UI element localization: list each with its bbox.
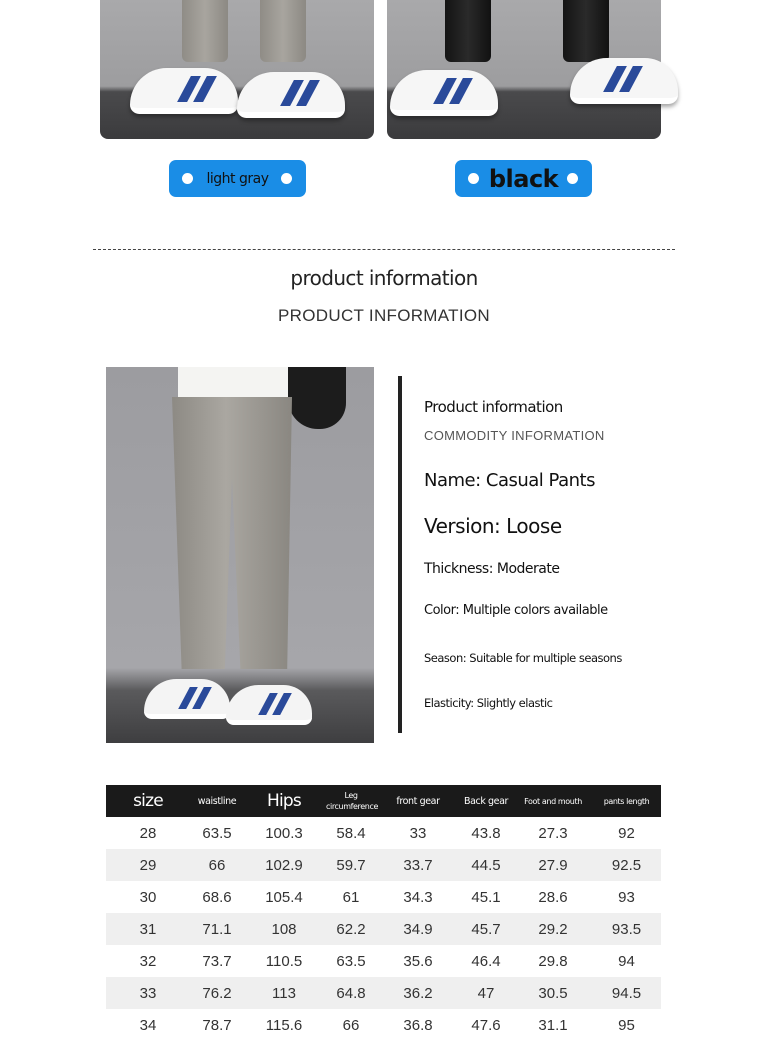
header-foot-and-mouth: Foot and mouth: [514, 785, 592, 817]
dot-icon: [468, 173, 479, 184]
color-option-label: light gray: [206, 170, 269, 187]
header-leg-circumference: Leg circumference: [324, 785, 378, 817]
table-cell: 46.4: [471, 952, 501, 970]
table-cell: 73.7: [202, 952, 232, 970]
black-product-photo: [387, 0, 661, 139]
table-cell: 47.6: [471, 1016, 501, 1034]
sneaker: [226, 685, 312, 725]
table-cell: 36.8: [403, 1016, 433, 1034]
light-gray-product-photo: [100, 0, 374, 139]
pant-leg: [563, 0, 609, 62]
table-cell: 62.2: [324, 913, 378, 945]
table-cell: 34.3: [403, 888, 433, 906]
table-cell: 93: [618, 888, 635, 906]
section-title: product information: [290, 266, 478, 290]
header-front-gear: front gear: [378, 785, 458, 817]
table-cell: 94: [618, 952, 635, 970]
table-row: [106, 881, 661, 913]
table-cell: 113: [244, 977, 324, 1009]
table-cell: 44.5: [458, 849, 514, 881]
color-option-black[interactable]: [455, 160, 592, 197]
info-elasticity: Elasticity: Slightly elastic: [424, 696, 553, 710]
table-cell: 115.6: [265, 1016, 303, 1034]
table-row: [106, 1009, 661, 1041]
info-name: Name: Casual Pants: [424, 470, 595, 491]
table-cell: 110.5: [265, 952, 303, 970]
dashed-divider: [93, 249, 675, 250]
sneaker: [144, 679, 230, 719]
table-cell: 68.6: [202, 888, 232, 906]
table-cell: 66: [342, 1016, 360, 1034]
table-cell: 29.2: [514, 913, 592, 945]
table-cell: 92.5: [592, 849, 661, 881]
model-photo: [106, 367, 374, 743]
table-cell: 35.6: [403, 952, 433, 970]
header-hips: Hips: [244, 785, 324, 817]
table-cell: 94.5: [592, 977, 661, 1009]
table-cell: 33.7: [378, 849, 458, 881]
color-option-label: black: [488, 164, 559, 193]
info-thickness: Thickness: Moderate: [424, 561, 560, 577]
pant-leg: [445, 0, 491, 62]
size-table-header: [106, 785, 661, 817]
sneaker: [570, 58, 678, 104]
table-row: [106, 817, 661, 849]
table-cell: 93.5: [592, 913, 661, 945]
header-size: size: [106, 785, 190, 817]
table-cell: 29.8: [538, 952, 568, 970]
table-row: [106, 945, 661, 977]
table-cell: 28.6: [538, 888, 568, 906]
table-cell: 71.1: [190, 913, 244, 945]
sneaker: [390, 70, 498, 116]
header-back-gear: Back gear: [458, 785, 514, 817]
size-table: [106, 785, 661, 1041]
sneaker: [130, 68, 238, 114]
table-cell: 59.7: [324, 849, 378, 881]
info-version: Version: Loose: [424, 514, 562, 538]
table-cell: 32: [139, 952, 157, 970]
table-cell: 36.2: [378, 977, 458, 1009]
color-option-light-gray[interactable]: [169, 160, 306, 197]
section-subtitle: PRODUCT INFORMATION: [278, 306, 490, 325]
table-cell: 76.2: [190, 977, 244, 1009]
table-row: [106, 849, 661, 881]
table-cell: 105.4: [265, 888, 303, 906]
table-cell: 108: [244, 913, 324, 945]
table-cell: 30: [139, 888, 157, 906]
table-cell: 64.8: [324, 977, 378, 1009]
table-cell: 102.9: [244, 849, 324, 881]
info-subtitle: COMMODITY INFORMATION: [424, 428, 605, 443]
header-waistline: waistline: [190, 785, 244, 817]
table-cell: 58.4: [336, 824, 366, 842]
pant-leg: [260, 0, 306, 62]
info-title: Product information: [424, 398, 563, 416]
info-vertical-bar: [398, 376, 402, 733]
table-cell: 27.9: [514, 849, 592, 881]
table-cell: 63.5: [336, 952, 366, 970]
table-cell: 61: [342, 888, 360, 906]
table-cell: 34.9: [378, 913, 458, 945]
table-cell: 63.5: [202, 824, 232, 842]
info-color: Color: Multiple colors available: [424, 603, 608, 618]
table-row: [106, 913, 661, 945]
dot-icon: [281, 173, 292, 184]
table-cell: 92: [618, 824, 635, 842]
dot-icon: [182, 173, 193, 184]
table-cell: 66: [190, 849, 244, 881]
table-cell: 78.7: [202, 1016, 232, 1034]
table-cell: 45.7: [458, 913, 514, 945]
header-pants-length: pants length: [592, 785, 661, 817]
table-cell: 33: [409, 824, 427, 842]
table-cell: 31: [106, 913, 190, 945]
table-cell: 31.1: [538, 1016, 568, 1034]
table-cell: 34: [139, 1016, 157, 1034]
table-cell: 95: [618, 1016, 635, 1034]
info-season: Season: Suitable for multiple seasons: [424, 651, 622, 665]
table-cell: 100.3: [265, 824, 303, 842]
table-cell: 28: [139, 824, 157, 842]
table-cell: 30.5: [514, 977, 592, 1009]
table-cell: 45.1: [471, 888, 501, 906]
table-cell: 29: [106, 849, 190, 881]
casual-pants: [172, 397, 292, 669]
table-row: [106, 977, 661, 1009]
sneaker: [237, 72, 345, 118]
dot-icon: [567, 173, 578, 184]
table-cell: 27.3: [538, 824, 568, 842]
pant-leg: [182, 0, 228, 62]
table-cell: 47: [458, 977, 514, 1009]
table-cell: 43.8: [471, 824, 501, 842]
table-cell: 33: [106, 977, 190, 1009]
backpack: [288, 367, 346, 429]
